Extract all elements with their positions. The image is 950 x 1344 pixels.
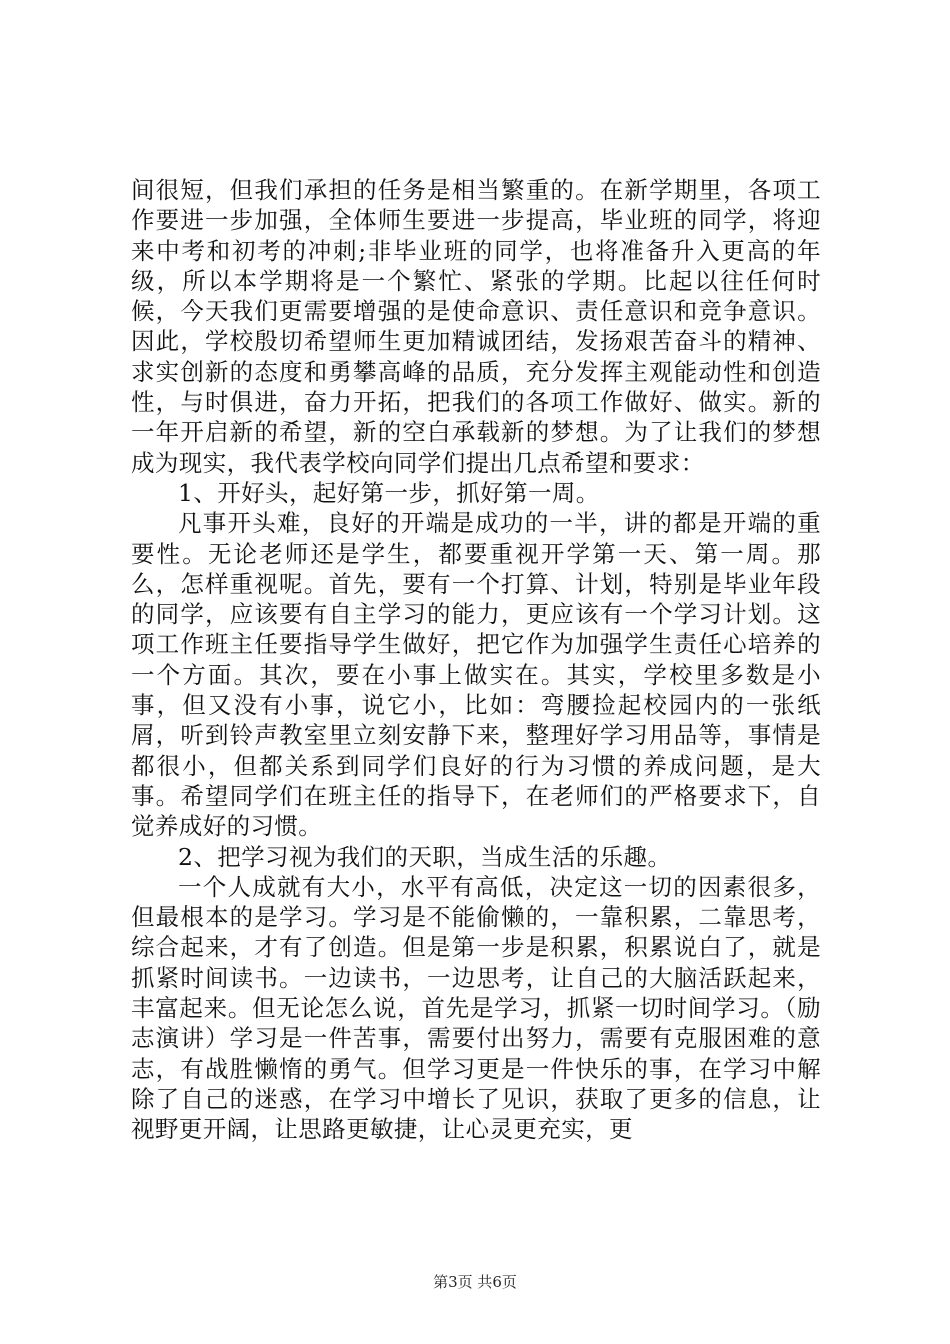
paragraph: 凡事开头难，良好的开端是成功的一半，讲的都是开端的重要性。无论老师还是学生，都要重视开学第一天、第一周。那么，怎样重视呢。首先，要有一个打算、计划，特别是毕业年段的同学，应该要有自主学习的能力，更应该有一个学习计划。这项工作班主任要指导学生做好，把它作为加强学生责任心培养的一个方面。其次，要在小事上做实在。其实，学校里多数是小事，但又没有小事，说它小，比如：弯腰捡起校园内的一张纸屑，听到铃声教室里立刻安静下来，整理好学习用品等，事情是都很小，但都关系到同学们良好的行为习惯的养成问题，是大事。希望同学们在班主任的指导下，在老师们的严格要求下，自觉养成好的习惯。: [131, 509, 821, 841]
numbered-heading: 1、开好头，起好第一步，抓好第一周。: [178, 478, 600, 507]
page-number-footer: 第3页 共6页: [433, 1273, 517, 1291]
document-body: [131, 175, 821, 1145]
numbered-heading: 2、把学习视为我们的天职，当成生活的乐趣。: [178, 842, 672, 871]
paragraph: 间很短，但我们承担的任务是相当繁重的。在新学期里，各项工作要进一步加强，全体师生要进一步提高，毕业班的同学，将迎来中考和初考的冲刺;非毕业班的同学，也将准备升入更高的年级，所以本学期将是一个繁忙、紧张的学期。比起以往任何时候，今天我们更需要增强的是使命意识、责任意识和竞争意识。因此，学校殷切希望师生更加精诚团结，发扬艰苦奋斗的精神、求实创新的态度和勇攀高峰的品质，充分发挥主观能动性和创造性，与时俱进，奋力开拓，把我们的各项工作做好、做实。新的一年开启新的希望，新的空白承载新的梦想。为了让我们的梦想成为现实，我代表学校向同学们提出几点希望和要求：: [131, 176, 821, 477]
paragraph: 一个人成就有大小，水平有高低，决定这一切的因素很多，但最根本的是学习。学习是不能偷懒的，一靠积累，二靠思考，综合起来，才有了创造。但是第一步是积累，积累说白了，就是抓紧时间读书。一边读书，一边思考，让自己的大脑活跃起来，丰富起来。但无论怎么说，首先是学习，抓紧一切时间学习。（励志演讲）学习是一件苦事，需要付出努力，需要有克服困难的意志，有战胜懒惰的勇气。但学习更是一件快乐的事，在学习中解除了自己的迷惑，在学习中增长了见识，获取了更多的信息，让视野更开阔，让思路更敏捷，让心灵更充实，更: [131, 872, 821, 1144]
